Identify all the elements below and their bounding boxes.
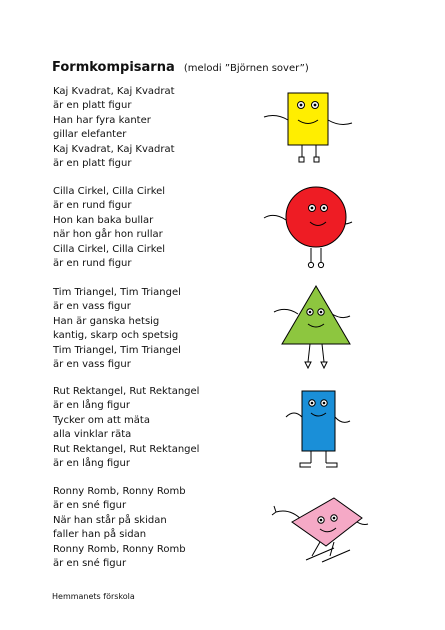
title-row <box>52 56 309 75</box>
lyric-line: är en rund figur <box>53 258 132 270</box>
lyric-line: Cilla Cirkel, Cilla Cirkel <box>53 186 166 197</box>
lyric-line: är en rund figur <box>53 200 132 212</box>
stanza-romb <box>53 485 186 571</box>
lyric-line: Han är ganska hetsig <box>53 315 160 327</box>
lyric-line: Tim Triangel, Tim Triangel <box>53 344 181 356</box>
lyric-line: är en lång figur <box>53 458 130 470</box>
lyric-line: är en platt figur <box>53 100 132 112</box>
lyric-line: är en lång figur <box>53 400 130 412</box>
stanza-rektangel <box>53 385 199 471</box>
lyric-line: Ronny Romb, Ronny Romb <box>53 543 186 555</box>
lyric-line: Tim Triangel, Tim Triangel <box>53 287 181 298</box>
square-body <box>288 93 328 145</box>
lyric-line: Hon kan baka bullar <box>53 214 154 226</box>
stanza-kvadrat <box>53 85 175 171</box>
page-title: Formkompisarna <box>52 60 175 75</box>
stanza-triangel <box>53 286 181 372</box>
lyric-line: är en platt figur <box>53 158 132 170</box>
lyric-line: Tycker om att mäta <box>53 414 150 426</box>
rectangle-character <box>280 385 365 475</box>
lyric-line: Han har fyra kanter <box>53 114 151 126</box>
lyric-line: faller han på sidan <box>53 529 147 541</box>
lyric-line: Cilla Cirkel, Cilla Cirkel <box>53 243 166 255</box>
rhombus-body <box>292 498 362 546</box>
circle-body <box>286 187 346 247</box>
lyric-line: är en vass figur <box>53 359 131 371</box>
lyric-line: Ronny Romb, Ronny Romb <box>53 486 186 497</box>
circle-character <box>258 180 358 275</box>
lyric-line: är en vass figur <box>53 301 131 313</box>
footer-text: Hemmanets förskola <box>52 592 135 601</box>
lyric-line: Rut Rektangel, Rut Rektangel <box>53 386 200 397</box>
triangle-body <box>282 286 350 344</box>
triangle-character <box>258 282 358 377</box>
lyric-line: är en sné figur <box>53 500 127 512</box>
lyric-line: Kaj Kvadrat, Kaj Kvadrat <box>53 86 175 97</box>
lyric-line: är en sné figur <box>53 558 127 570</box>
lyric-line: kantig, skarp och spetsig <box>53 330 179 342</box>
rhombus-character <box>268 490 378 570</box>
lyric-line: Kaj Kvadrat, Kaj Kvadrat <box>53 143 175 155</box>
square-character <box>258 85 358 165</box>
lyric-line: alla vinklar räta <box>53 429 132 441</box>
lyric-line: gillar elefanter <box>53 129 127 141</box>
stanza-cirkel <box>53 185 165 271</box>
page-subtitle: (melodi ”Björnen sover”) <box>183 63 309 74</box>
lyric-line: När han står på skidan <box>53 514 167 526</box>
lyric-line: när hon går hon rullar <box>53 229 163 241</box>
lyric-line: Rut Rektangel, Rut Rektangel <box>53 443 200 455</box>
rectangle-body <box>302 391 335 451</box>
